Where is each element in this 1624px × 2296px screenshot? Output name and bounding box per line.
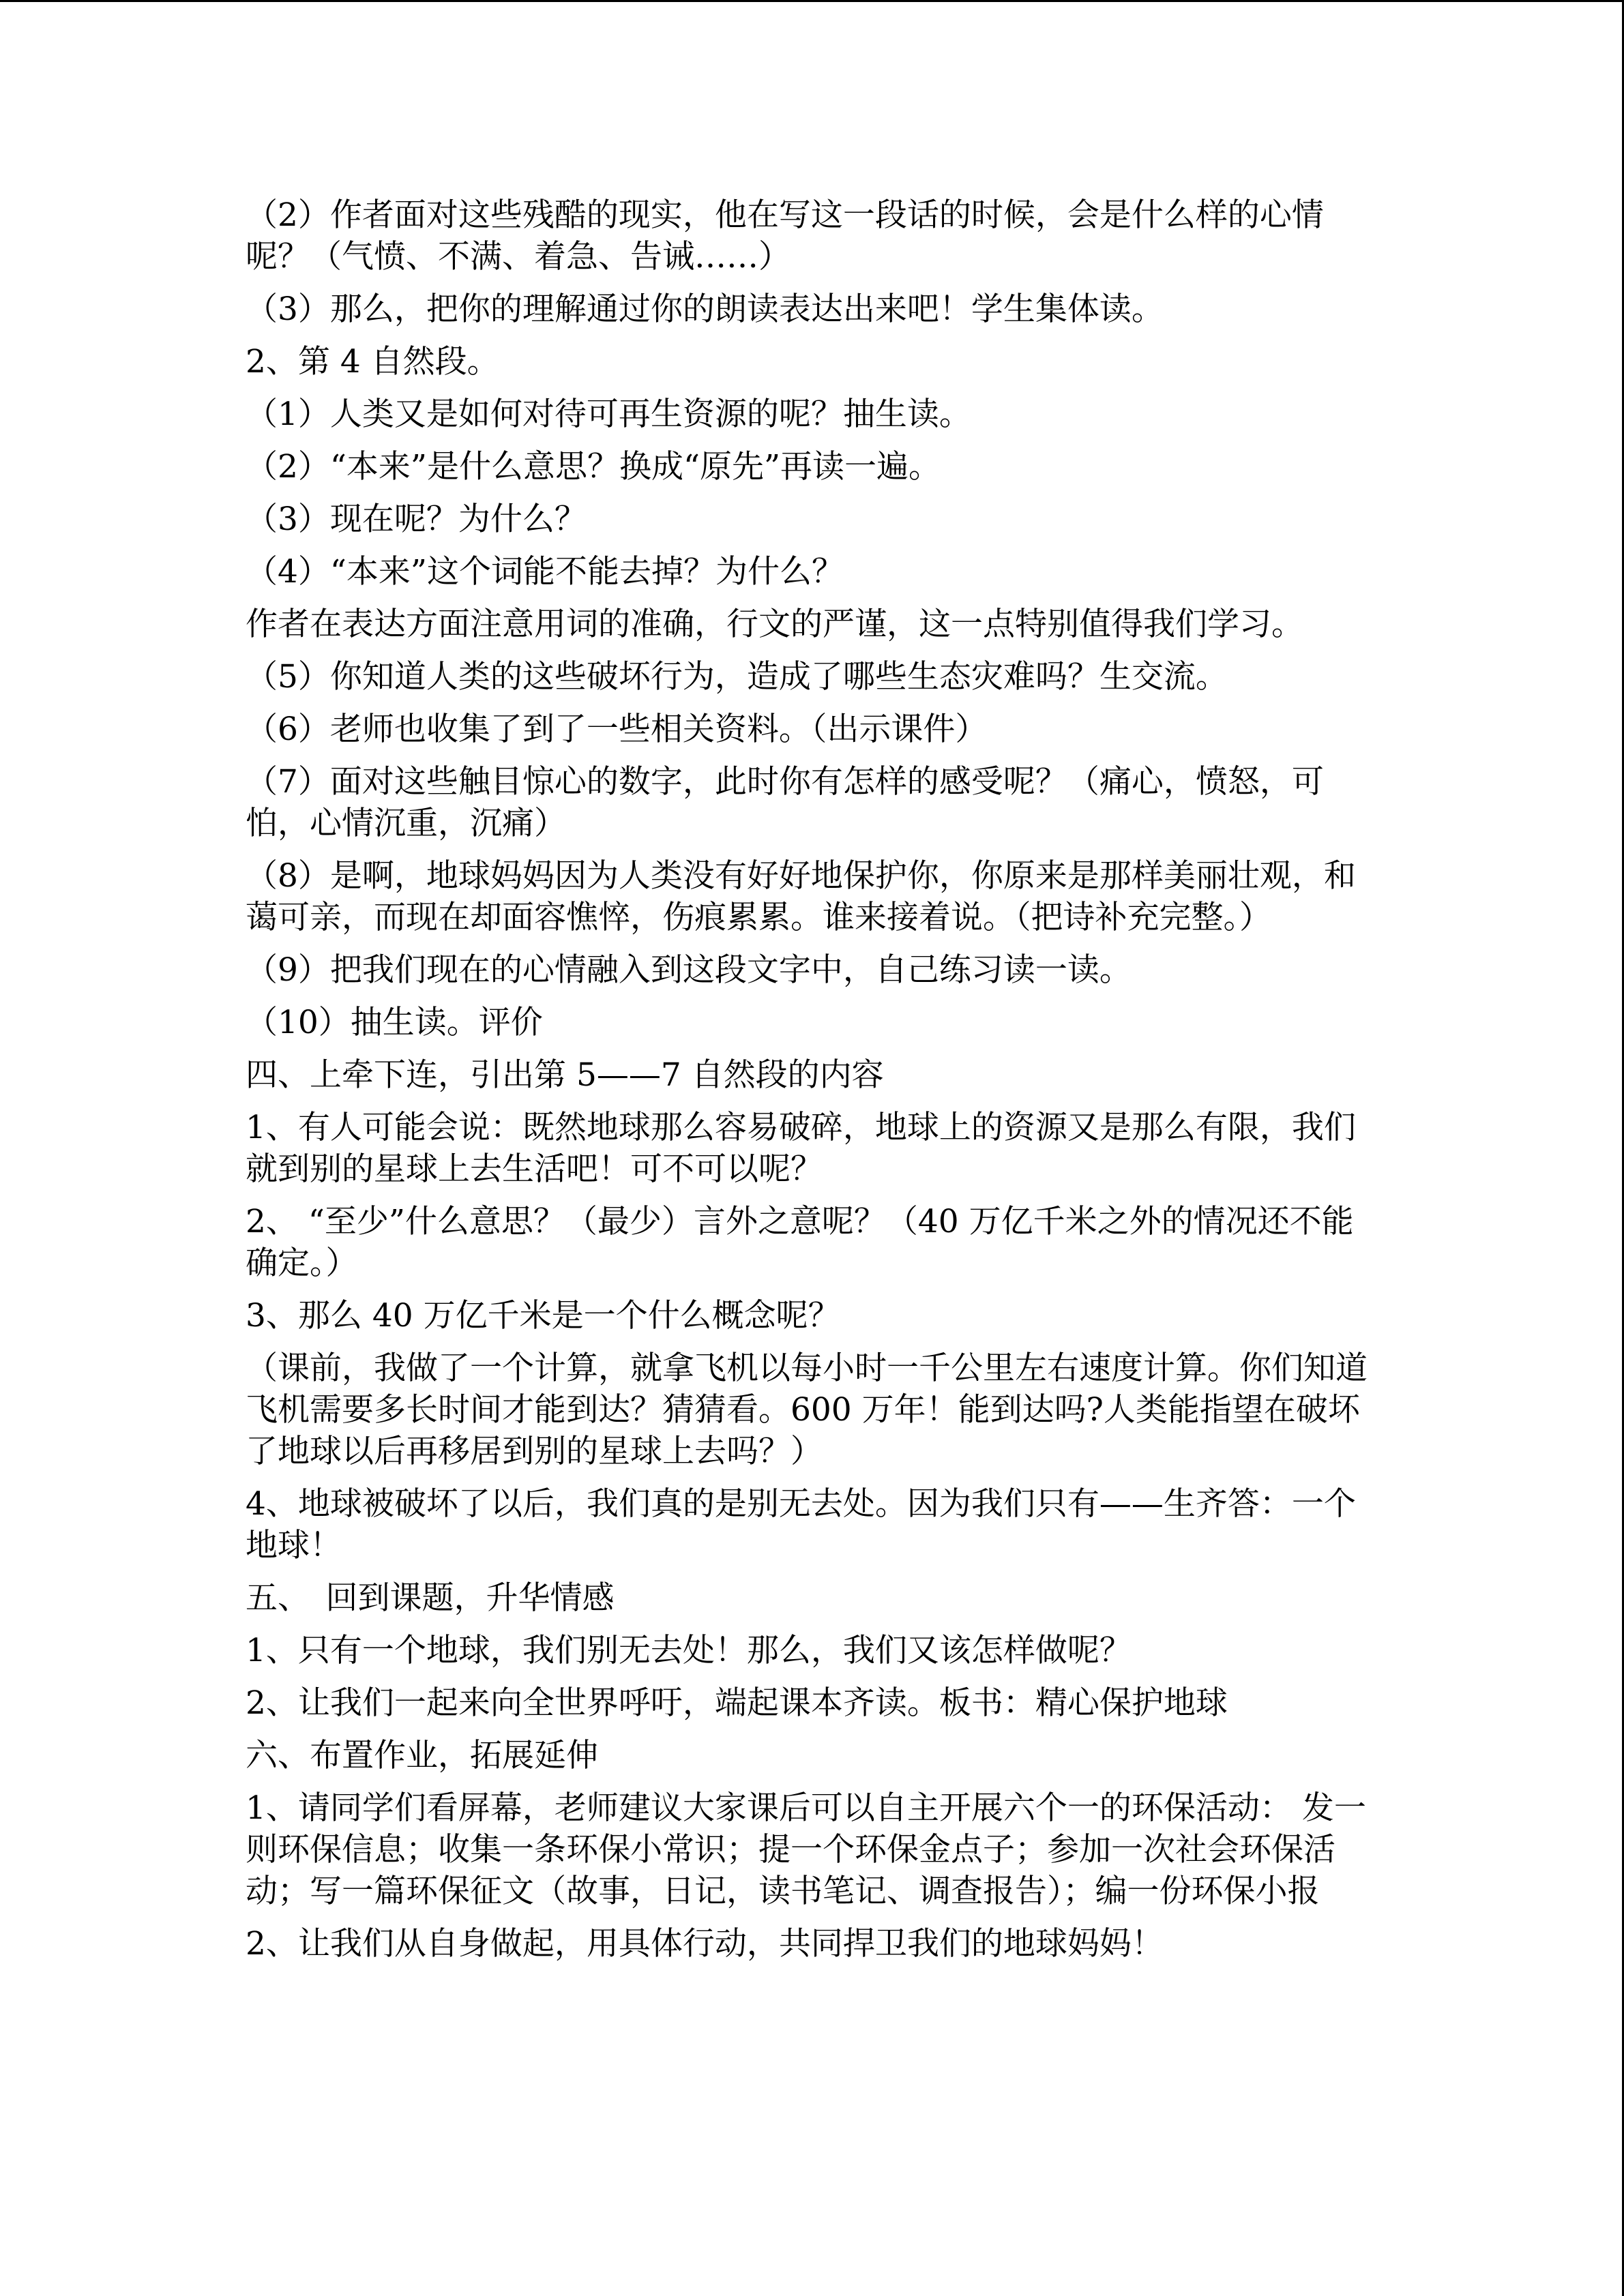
paragraph: 1、只有一个地球，我们别无去处！那么，我们又该怎样做呢？ bbox=[246, 1632, 1132, 1669]
paragraph: （3）那么，把你的理解通过你的朗读表达出来吧！学生集体读。 bbox=[246, 290, 1164, 328]
paragraph: 4、地球被破坏了以后，我们真的是别无去处。因为我们只有——生齐答：一个地球！ bbox=[246, 1485, 1356, 1564]
paragraph: 2、让我们从自身做起，用具体行动，共同捍卫我们的地球妈妈！ bbox=[246, 1925, 1164, 1963]
paragraph: 作者在表达方面注意用词的准确，行文的严谨，这一点特别值得我们学习。 bbox=[246, 606, 1303, 643]
paragraph: 3、那么 40 万亿千米是一个什么概念呢？ bbox=[246, 1297, 840, 1335]
paragraph: （9）把我们现在的心情融入到这段文字中，自己练习读一读。 bbox=[246, 951, 1132, 989]
document-body bbox=[246, 194, 1378, 1976]
paragraph: 1、请同学们看屏幕，老师建议大家课后可以自主开展六个一的环保活动： 发一则环保信息；收集一条环保小常识；提一个环保金点子；参加一次社会环保活动；写一篇环保征文（故事，日记，读书笔记、调查报告）；编一份环保小报 bbox=[246, 1789, 1366, 1910]
paragraph: （2）“本来”是什么意思？换成“原先”再读一遍。 bbox=[246, 448, 941, 486]
section-heading: 五、 回到课题，升华情感 bbox=[246, 1579, 615, 1617]
paragraph: （6）老师也收集了到了一些相关资料。（出示课件） bbox=[246, 711, 988, 748]
paragraph: （4）“本来”这个词能不能去掉？为什么？ bbox=[246, 553, 844, 591]
paragraph: 2、 “至少”什么意思？（最少）言外之意呢？（40 万亿千米之外的情况还不能确定。） bbox=[246, 1203, 1354, 1282]
paragraph: （5）你知道人类的这些破坏行为，造成了哪些生态灾难吗？生交流。 bbox=[246, 658, 1228, 696]
paragraph: 2、第 4 自然段。 bbox=[246, 343, 499, 381]
paragraph: （7）面对这些触目惊心的数字，此时你有怎样的感受呢？（痛心，愤怒，可怕，心情沉重，沉痛） bbox=[246, 763, 1324, 842]
paragraph: （10）抽生读。评价 bbox=[246, 1004, 543, 1041]
section-heading: 六、布置作业，拓展延伸 bbox=[246, 1737, 598, 1774]
paragraph: 1、有人可能会说：既然地球那么容易破碎，地球上的资源又是那么有限，我们就到别的星球上去生活吧！可不可以呢？ bbox=[246, 1109, 1356, 1188]
section-heading: 四、上牵下连，引出第 5——7 自然段的内容 bbox=[246, 1056, 884, 1094]
paragraph: 2、让我们一起来向全世界呼吁，端起课本齐读。板书：精心保护地球 bbox=[246, 1684, 1228, 1722]
paragraph: （3）现在呢？为什么？ bbox=[246, 501, 587, 538]
paragraph: （课前，我做了一个计算，就拿飞机以每小时一千公里左右速度计算。你们知道飞机需要多长时间才能到达？猜猜看。600 万年！能到达吗?人类能指望在破坏了地球以后再移居到别的星球上去吗？） bbox=[246, 1350, 1368, 1470]
paragraph: （8）是啊，地球妈妈因为人类没有好好地保护你，你原来是那样美丽壮观，和蔼可亲，而现在却面容憔悴，伤痕累累。谁来接着说。（把诗补充完整。） bbox=[246, 857, 1356, 936]
paragraph: （1）人类又是如何对待可再生资源的呢？抽生读。 bbox=[246, 396, 971, 433]
paragraph: （2）作者面对这些残酷的现实，他在写这一段话的时候，会是什么样的心情呢？（气愤、不满、着急、告诫……） bbox=[246, 196, 1324, 275]
